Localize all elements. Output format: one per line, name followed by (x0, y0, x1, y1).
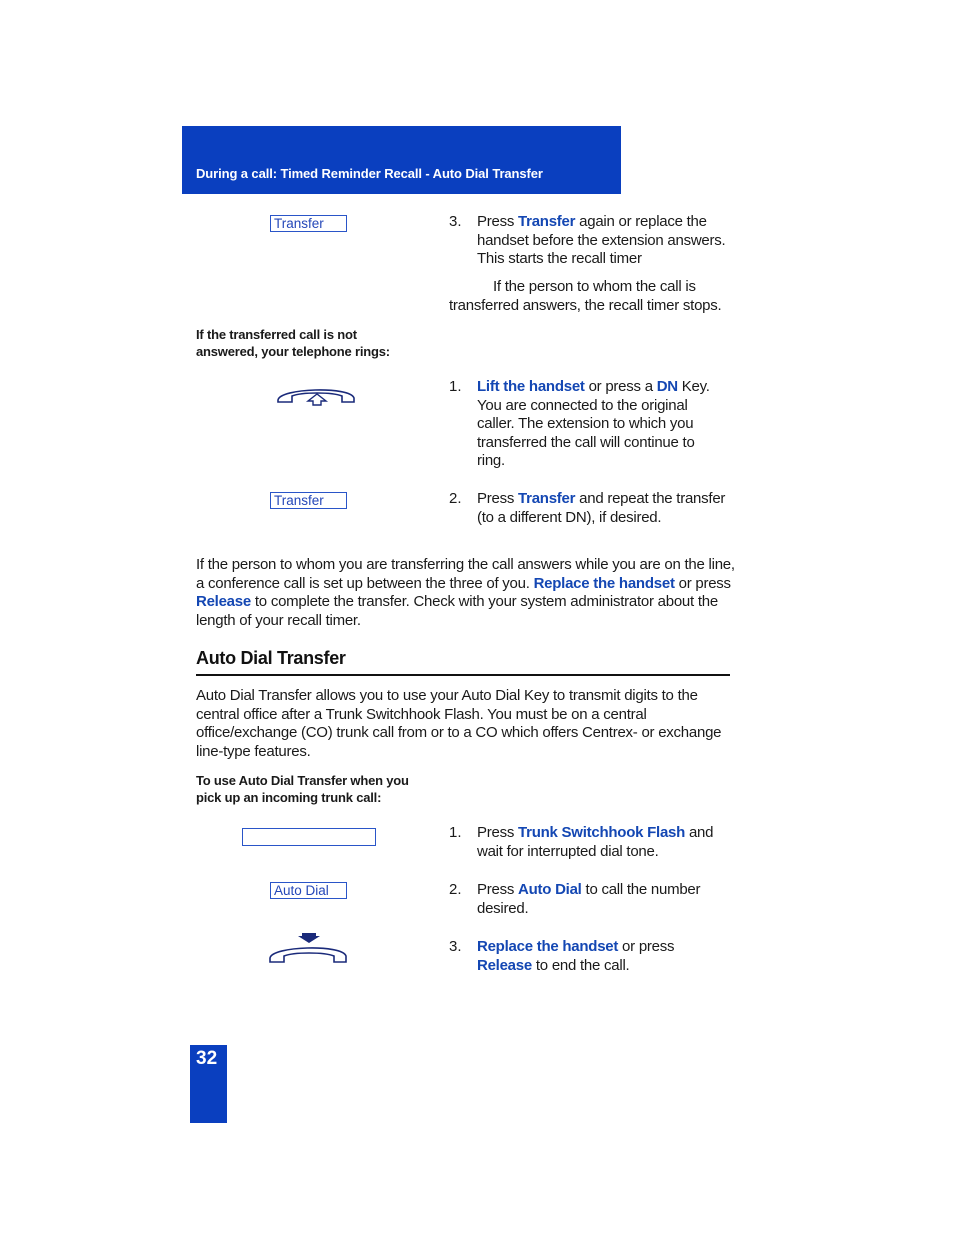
replace-handset-link: Replace the handset (533, 574, 675, 592)
dn-link: DN (656, 378, 678, 395)
step-text: Lift the handset or press a DN Key. You are connected to the original caller. The extension to which you transferred the call will continue to ring. (477, 378, 710, 470)
not-answered-label: If the transferred call is not answered, your telephone rings: (196, 327, 390, 359)
step-number: 1. (449, 378, 462, 395)
step-number: 2. (449, 881, 462, 898)
handset-lift-icon (274, 380, 360, 410)
page-number: 32 (196, 1048, 218, 1069)
step-text: Press Transfer and repeat the transfer (to a different DN), if desired. (477, 490, 726, 526)
section-rule (196, 674, 730, 676)
transfer-key[interactable]: Transfer (270, 215, 347, 232)
step-number: 3. (449, 938, 462, 955)
step-number: 2. (449, 490, 462, 507)
step-text: Press Transfer again or replace the handset before the extension answers. This starts the recall timer (477, 213, 726, 268)
release-link: Release (477, 956, 532, 974)
transfer-key[interactable]: Transfer (270, 492, 347, 509)
header-band (182, 126, 621, 194)
handset-replace-icon (266, 932, 352, 968)
use-auto-dial-label: To use Auto Dial Transfer when you pick up an incoming trunk call: (196, 773, 409, 805)
transfer-link: Transfer (518, 490, 576, 507)
step-text: Replace the handset or press Release to end the call. (477, 938, 675, 974)
step-text: Press Auto Dial to call the number desired. (477, 881, 701, 917)
conference-paragraph: If the person to whom you are transferring the call answers while you are on the line, a conference call is set up between the three of you. Replace the handset or press Release to complete the transfer. Check with your system administrator about the length of your recall timer. (196, 556, 735, 629)
trunk-switchhook-flash-key[interactable] (242, 828, 376, 846)
replace-handset-link: Replace the handset (477, 938, 619, 955)
recall-stop-note: If the person to whom the call is transferred answers, the recall timer stops. (449, 278, 722, 314)
lift-handset-link: Lift the handset (477, 378, 585, 395)
step-number: 1. (449, 824, 462, 841)
auto-dial-link: Auto Dial (518, 881, 582, 898)
transfer-link: Transfer (518, 213, 576, 230)
page-number-box (190, 1045, 227, 1123)
step-text: Press Trunk Switchhook Flash and wait for interrupted dial tone. (477, 824, 714, 860)
section-title: Auto Dial Transfer (196, 648, 346, 668)
auto-dial-key[interactable]: Auto Dial (270, 882, 347, 899)
release-link: Release (196, 593, 251, 611)
trunk-switchhook-flash-link: Trunk Switchhook Flash (518, 824, 686, 841)
step-number: 3. (449, 213, 462, 230)
page-header-title: During a call: Timed Reminder Recall - Auto Dial Transfer (196, 166, 543, 181)
section-intro: Auto Dial Transfer allows you to use your Auto Dial Key to transmit digits to the central office after a Trunk Switchhook Flash. You must be on a central office/exchange (CO) trunk call from or to a CO which offers Centrex- or exchange line-type features. (196, 687, 722, 760)
